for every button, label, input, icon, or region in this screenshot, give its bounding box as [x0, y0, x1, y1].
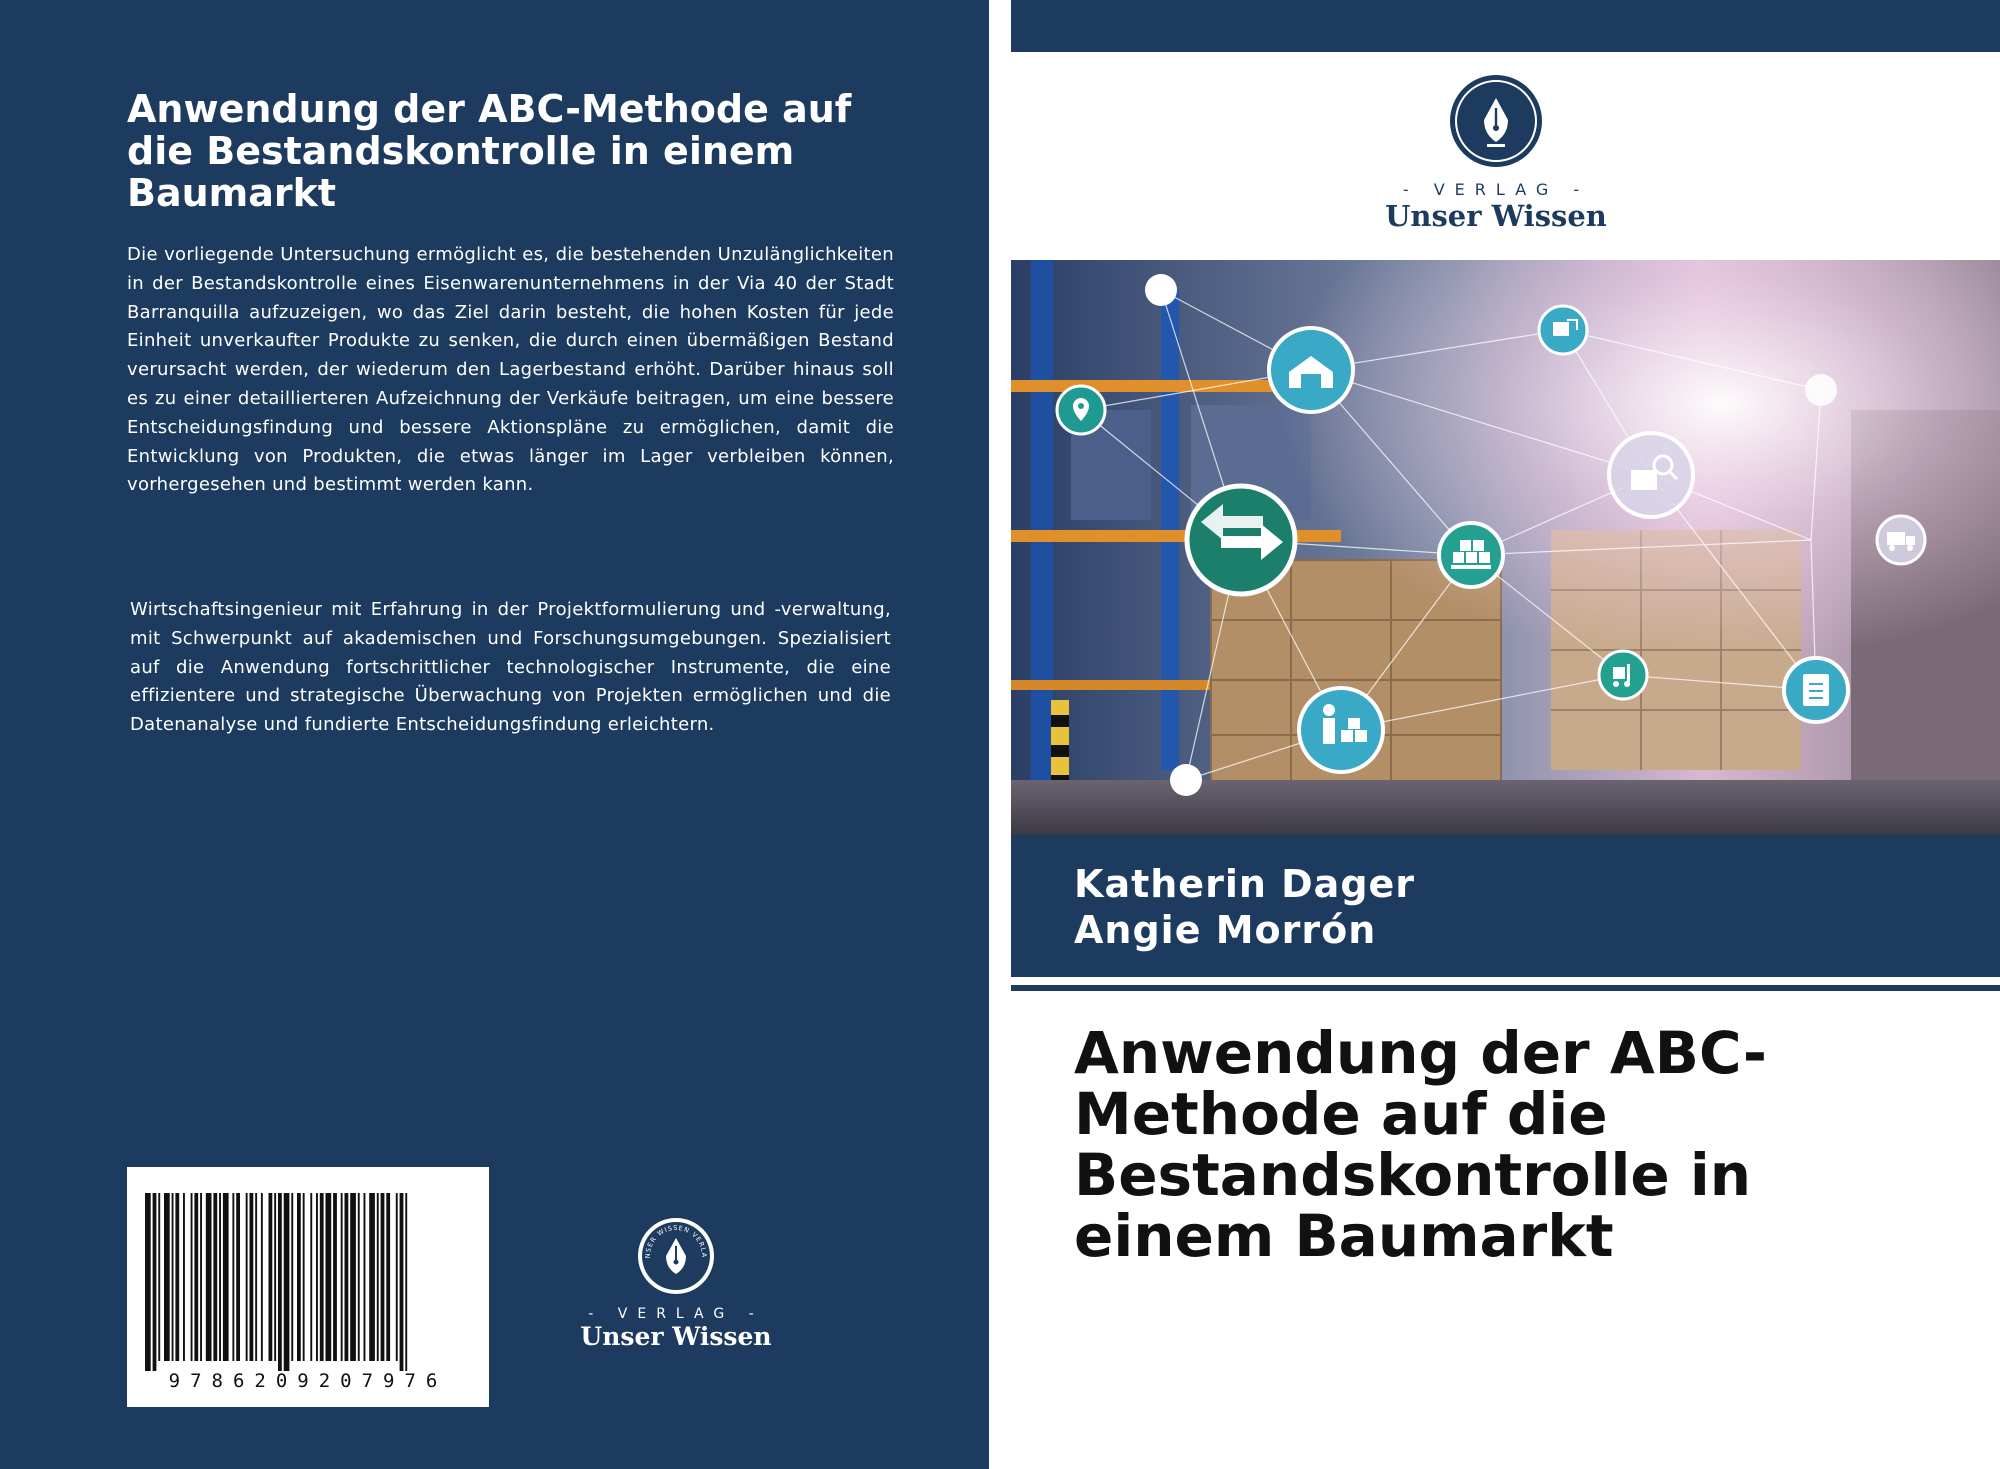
barcode-bar — [291, 1193, 293, 1361]
barcode-bar — [206, 1193, 212, 1361]
barcode-bar — [278, 1193, 282, 1371]
barcode-bar — [364, 1193, 366, 1361]
barcode-bar — [303, 1193, 305, 1361]
publisher-logo-front — [1381, 74, 1611, 233]
front-cover-title: Anwendung der ABC-Methode auf die Bestandskontrolle in einem Baumarkt — [1074, 1019, 1767, 1270]
barcode-bar — [310, 1193, 312, 1361]
export-box-icon — [1539, 306, 1587, 354]
publisher-name: Unser Wissen — [580, 1322, 772, 1351]
barcode-bar — [250, 1193, 254, 1361]
author-band — [1011, 835, 2000, 977]
pen-nib-seal-icon — [636, 1216, 716, 1296]
barcode-bar — [405, 1193, 407, 1371]
warehouse-network-image — [1011, 260, 2000, 835]
barcode-bar — [145, 1193, 151, 1371]
barcode-bars — [145, 1193, 471, 1371]
barcode-bar — [175, 1193, 179, 1361]
barcode-bar — [269, 1193, 273, 1361]
barcode-bar — [274, 1193, 276, 1361]
barcode-bar — [350, 1193, 356, 1361]
barcode-bar — [316, 1193, 318, 1361]
barcode-bar — [172, 1193, 174, 1361]
isbn-number: 9786209207976 — [168, 1370, 448, 1392]
barcode-bar — [381, 1193, 385, 1361]
barcode-bar — [297, 1193, 301, 1361]
barcode-bar — [400, 1193, 404, 1371]
barcode-bar — [223, 1193, 229, 1361]
back-cover-title: Anwendung der ABC-Methode auf die Bestandskontrolle in einem Baumarkt — [127, 87, 852, 215]
spine — [989, 0, 1011, 1469]
barcode-bar — [164, 1193, 170, 1361]
barcode-bar — [194, 1193, 198, 1361]
barcode-bar — [284, 1193, 290, 1371]
barcode-bar — [261, 1193, 263, 1361]
publisher-logo-back — [576, 1216, 776, 1351]
author-name: Angie Morrón — [1074, 908, 1377, 952]
barcode-bar — [345, 1193, 349, 1361]
truck-icon — [1877, 516, 1925, 564]
pen-nib-seal-icon — [1449, 74, 1543, 168]
book-blurb: Die vorliegende Untersuchung ermöglicht es, die bestehenden Unzulänglichkeiten in der Bestandskontrolle eines Eisenwarenunternehmens in der Via 40 der Stadt Barranquilla aufzuzeigen, wo das Ziel darin besteht, die hohen Kosten für jede Einheit unverkaufter Produkte zu senken, die durch einen übermäßigen Bestand verursacht werden, der wiederum den Lagerbestand erhöht. Darüber hinaus soll es zu einer detaillierteren Aufzeichnung der Verkäufe beitragen, um eine bessere Entscheidungsfindung und bessere Aktionspläne zu ermöglichen, damit die Entwicklung von Produkten, die etwas länger im Lager verbleiben können, vorhergesehen und bestimmt werden kann. — [127, 244, 894, 496]
barcode-bar — [320, 1193, 324, 1361]
warehouse-icon — [1269, 328, 1353, 412]
author-name: Katherin Dager — [1074, 862, 1416, 906]
location-pin-icon — [1057, 386, 1105, 434]
barcode-bar — [358, 1193, 360, 1361]
barcode-bar — [158, 1193, 160, 1361]
barcode-bar — [213, 1193, 217, 1361]
barcode-bar — [386, 1193, 390, 1361]
barcode-bar — [333, 1193, 337, 1361]
barcode-bar — [246, 1193, 248, 1361]
barcode-bar — [183, 1193, 185, 1361]
barcode-bar — [369, 1193, 375, 1361]
publisher-name: Unser Wissen — [1385, 199, 1607, 233]
verlag-label: - VERLAG - — [588, 1306, 764, 1322]
barcode-bar — [191, 1193, 193, 1361]
transfer-arrows-icon — [1187, 486, 1295, 594]
front-top-bar — [1011, 0, 2000, 52]
forklift-icon — [1599, 651, 1647, 699]
verlag-label: - VERLAG - — [1402, 180, 1590, 199]
barcode-bar — [232, 1193, 234, 1361]
barcode-bar — [341, 1193, 343, 1361]
barcode-bar — [236, 1193, 240, 1361]
isbn-barcode — [127, 1167, 489, 1407]
divider-rule — [1011, 985, 2000, 991]
barcode-bar — [396, 1193, 398, 1361]
checklist-icon — [1784, 658, 1848, 722]
barcode-bar — [219, 1193, 221, 1361]
barcode-bar — [200, 1193, 202, 1361]
barcode-bar — [377, 1193, 379, 1361]
worker-with-boxes-icon — [1299, 688, 1383, 772]
search-box-icon — [1609, 433, 1693, 517]
barcode-bar — [326, 1193, 332, 1361]
barcode-bar — [255, 1193, 257, 1361]
barcode-bar — [153, 1193, 157, 1371]
seal-text: NSER WISSEN VERLA — [643, 1223, 709, 1259]
pallet-boxes-icon — [1439, 523, 1503, 587]
author-bio: Wirtschaftsingenieur mit Erfahrung in der Projektformulierung und -verwaltung, mit Schwerpunkt auf akademischen und Forschungsumgebungen. Spezialisiert auf die Anwendung fortschrittlicher technologischer Instrumente, die eine effizientere und strategische Überwachung von Projekten ermöglichen und die Datenanalyse und fundierte Entscheidungsfindung erleichtern. — [130, 599, 891, 736]
